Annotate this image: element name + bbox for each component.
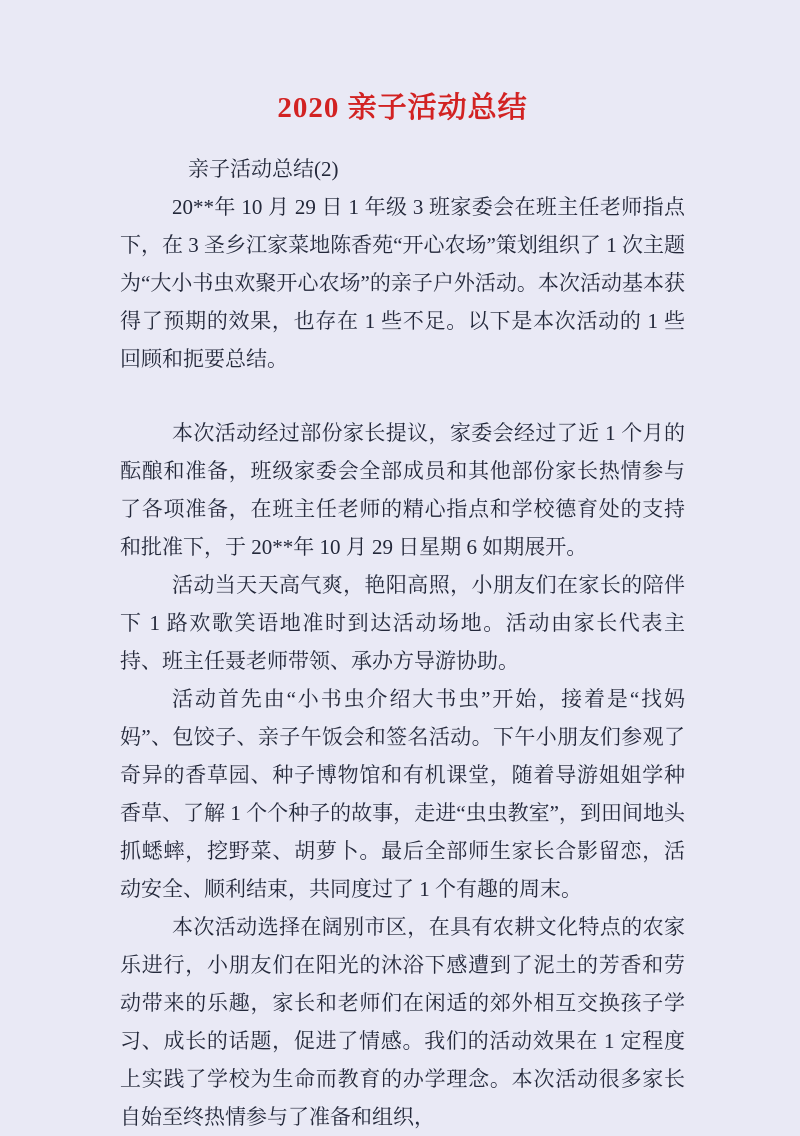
paragraph-3: 活动当天天高气爽，艳阳高照，小朋友们在家长的陪伴下 1 路欢歌笑语地准时到达活动场地。活动由家长代表主持、班主任聂老师带领、承办方导游协助。 — [120, 573, 685, 673]
paragraph-2: 本次活动经过部份家长提议，家委会经过了近 1 个月的酝酿和准备，班级家委会全部成员和其他部份家长热情参与了各项准备，在班主任老师的精心指点和学校德育处的支持和批准下，于 20**年 10 月 29 日星期 6 如期展开。 — [120, 421, 685, 559]
paragraph-4: 活动首先由“小书虫介绍大书虫”开始，接着是“找妈妈”、包饺子、亲子午饭会和签名活动。下午小朋友们参观了奇异的香草园、种子博物馆和有机课堂，随着导游姐姐学种香草、了解 1 个个种子的故事，走进“虫虫教室”，到田间地头抓蟋蟀，挖野菜、胡萝卜。最后全部师生家长合影留恋，活动安全、顺利结束，共同度过了 1 个有趣的周末。 — [120, 687, 685, 901]
document-subtitle: 亲子活动总结(2) — [188, 157, 339, 181]
document-title: 2020 亲子活动总结 — [277, 92, 528, 124]
paragraph-5: 本次活动选择在阔别市区，在具有农耕文化特点的农家乐进行，小朋友们在阳光的沐浴下感遭到了泥土的芳香和劳动带来的乐趣，家长和老师们在闲适的郊外相互交换孩子学习、成长的话题，促进了情感。我们的活动效果在 1 定程度上实践了学校为生命而教育的办学理念。本次活动很多家长自始至终热情参与了准备和组织， — [120, 915, 685, 1129]
paragraph-1: 20**年 10 月 29 日 1 年级 3 班家委会在班主任老师指点下，在 3 圣乡江家菜地陈香苑“开心农场”策划组织了 1 次主题为“大小书虫欢聚开心农场”的亲子户外活动。本次活动基本获得了预期的效果，也存在 1 些不足。以下是本次活动的 1 些回顾和扼要总结。 — [120, 195, 685, 371]
